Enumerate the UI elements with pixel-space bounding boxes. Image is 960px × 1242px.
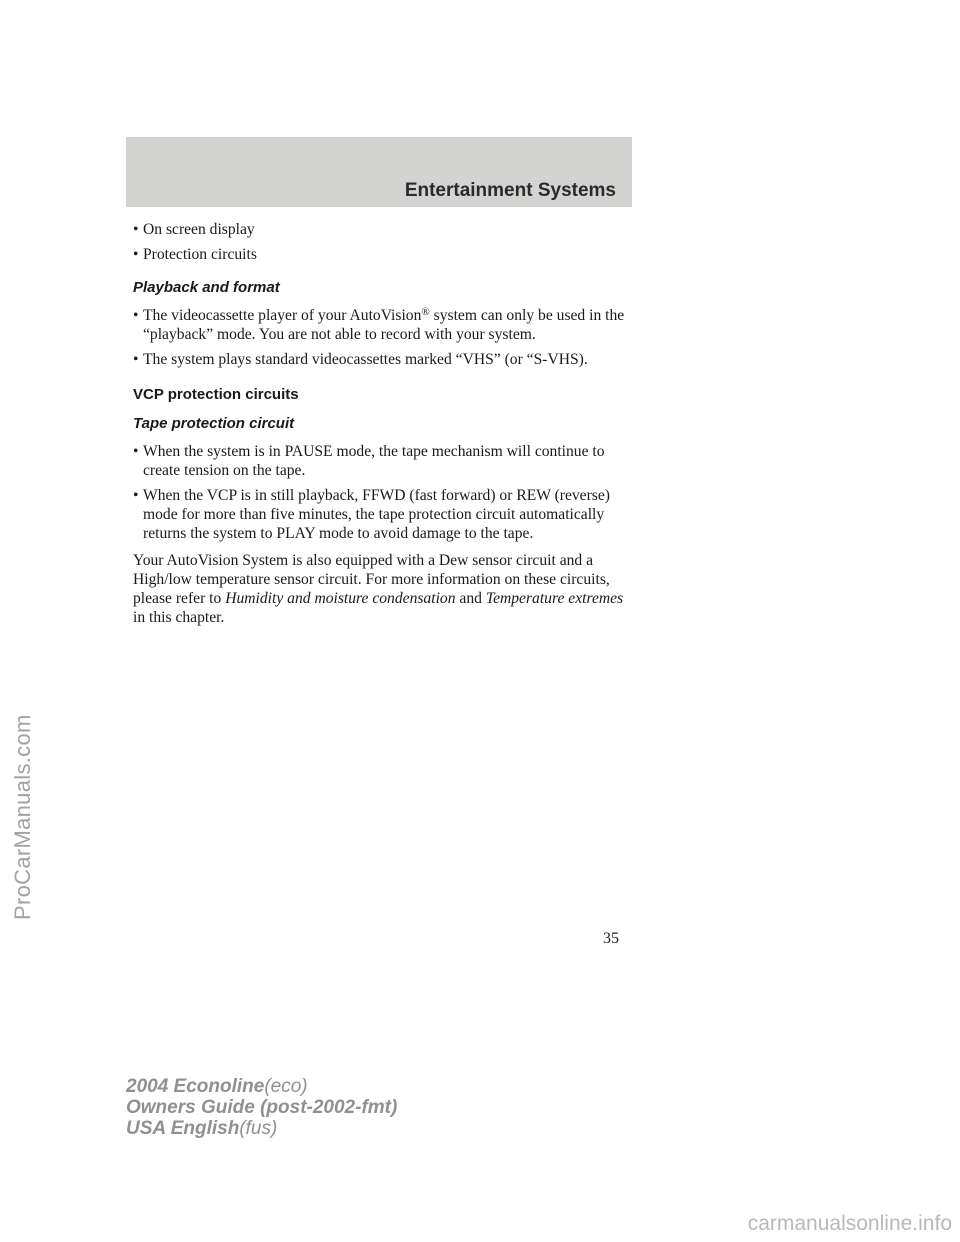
dew-sensor-paragraph — [133, 551, 633, 627]
bullet-icon: • — [133, 221, 139, 238]
footer-line-3 — [126, 1118, 397, 1139]
footer-model-code: (eco) — [264, 1076, 308, 1097]
reference-temperature: Temperature extremes — [485, 590, 624, 607]
bullet-icon: • — [133, 487, 139, 504]
bullet-icon: • — [133, 443, 139, 460]
footer-line-1 — [126, 1076, 397, 1097]
bullet-item — [133, 350, 633, 369]
tape-heading: Tape protection circuit — [133, 415, 295, 432]
document-footer — [126, 1076, 397, 1139]
section-title: Entertainment Systems — [404, 180, 616, 201]
page-content — [133, 220, 633, 627]
bullet-text-pre: The videocassette player of your AutoVision — [143, 307, 422, 324]
paragraph-text: in this chapter. — [133, 609, 225, 626]
footer-language-code: (fus) — [239, 1118, 278, 1139]
bullet-text: When the VCP is in still playback, FFWD (fast forward) or REW (reverse) mode for more than five minutes, the tape protection circuit automatically returns the system to PLAY mode to avoid damage to the tape. — [143, 487, 610, 542]
bullet-item — [133, 486, 633, 543]
bullet-text: On screen display — [143, 221, 255, 238]
footer-line-2: Owners Guide (post-2002-fmt) — [126, 1097, 398, 1118]
bullet-text-post: system can only be used in the “playback” mode. You are not able to record with your system. — [143, 307, 625, 343]
section-header-band — [126, 137, 632, 207]
bullet-item — [133, 442, 633, 480]
side-watermark: ProCarManuals.com — [10, 714, 35, 920]
bullet-text: Protection circuits — [143, 246, 257, 263]
bullet-item — [133, 220, 633, 239]
paragraph-text: and — [459, 590, 482, 607]
site-watermark: carmanualsonline.info — [747, 1212, 952, 1235]
footer-language: USA English — [126, 1118, 240, 1139]
bullet-text: The system plays standard videocassettes marked “VHS” (or “S-VHS). — [143, 351, 588, 368]
footer-model: 2004 Econoline — [126, 1076, 265, 1097]
playback-heading: Playback and format — [133, 279, 280, 296]
bullet-icon: • — [133, 351, 139, 368]
registered-mark: ® — [421, 306, 430, 318]
bullet-text: When the system is in PAUSE mode, the tape mechanism will continue to create tension on the tape. — [143, 443, 605, 479]
vcp-heading: VCP protection circuits — [133, 386, 299, 403]
paragraph-text: Your AutoVision System is also equipped with a Dew sensor circuit and a High/low temperature sensor circuit. For more information on these circuits, please refer to — [133, 552, 610, 607]
bullet-icon: • — [133, 307, 139, 324]
bullet-item — [133, 306, 633, 344]
page-number: 35 — [603, 930, 619, 947]
reference-humidity: Humidity and moisture condensation — [225, 590, 456, 607]
bullet-item — [133, 245, 633, 264]
bullet-icon: • — [133, 246, 139, 263]
